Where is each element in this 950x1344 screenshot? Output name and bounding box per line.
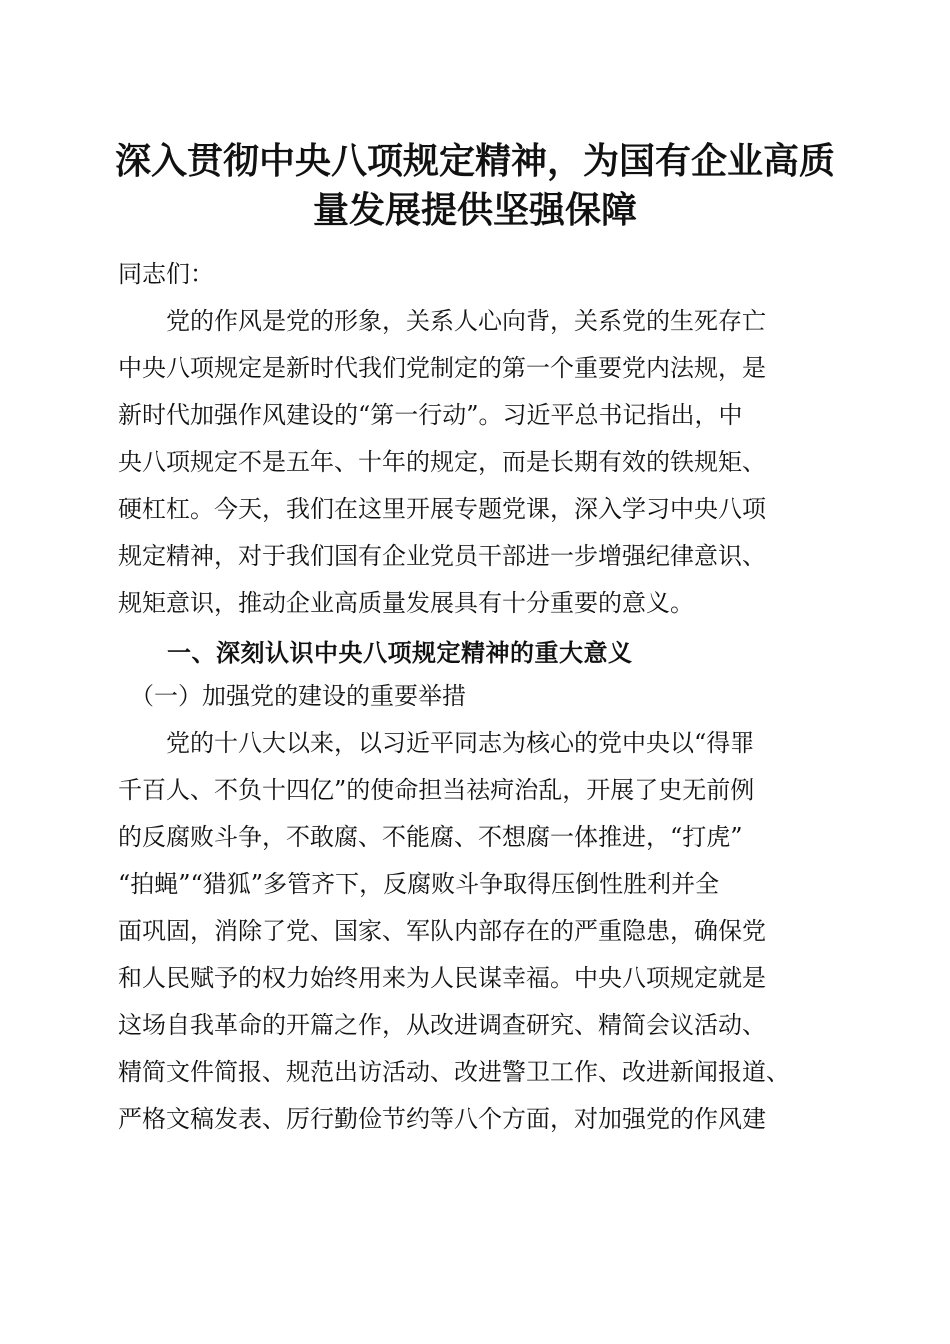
- paragraph-2-line: 的反腐败斗争，不敢腐、不能腐、不想腐一体推进，“打虎”: [118, 823, 743, 851]
- paragraph-1-line: 规定精神，对于我们国有企业党员干部进一步增强纪律意识、: [118, 542, 766, 570]
- paragraph-2-line: 党的十八大以来，以习近平同志为核心的党中央以“得罪: [118, 729, 755, 757]
- greeting: 同志们：: [118, 260, 214, 288]
- paragraph-1-line: 中央八项规定是新时代我们党制定的第一个重要党内法规，是: [118, 354, 766, 382]
- paragraph-2-line: 严格文稿发表、厉行勤俭节约等八个方面，对加强党的作风建: [118, 1105, 766, 1133]
- paragraph-2-line: “拍蝇”“猎狐”多管齐下，反腐败斗争取得压倒性胜利并全: [118, 870, 720, 898]
- paragraph-2-line: 和人民赋予的权力始终用来为人民谋幸福。中央八项规定就是: [118, 964, 766, 992]
- paragraph-1-line: 规矩意识，推动企业高质量发展具有十分重要的意义。: [118, 589, 694, 617]
- paragraph-2-line: 这场自我革命的开篇之作，从改进调查研究、精简会议活动、: [118, 1011, 766, 1039]
- subsection-heading-1: （一）加强党的建设的重要举措: [118, 682, 466, 710]
- paragraph-1-line: 央八项规定不是五年、十年的规定，而是长期有效的铁规矩、: [118, 448, 766, 476]
- paragraph-1-line: 党的作风是党的形象，关系人心向背，关系党的生死存亡: [118, 307, 766, 335]
- document-title-line-1: 深入贯彻中央八项规定精神，为国有企业高质: [114, 140, 835, 182]
- document-title-line-2: 量发展提供坚强保障: [312, 189, 637, 231]
- paragraph-2-line: 面巩固，消除了党、国家、军队内部存在的严重隐患，确保党: [118, 917, 766, 945]
- section-heading-1: 一、深刻认识中央八项规定精神的重大意义: [118, 639, 633, 667]
- paragraph-2-line: 精简文件简报、规范出访活动、改进警卫工作、改进新闻报道、: [118, 1058, 790, 1086]
- paragraph-1-line: 新时代加强作风建设的“第一行动”。习近平总书记指出，中: [118, 401, 743, 429]
- paragraph-2-line: 千百人、不负十四亿”的使命担当祛疴治乱，开展了史无前例: [118, 776, 755, 804]
- paragraph-1-line: 硬杠杠。今天，我们在这里开展专题党课，深入学习中央八项: [118, 495, 766, 523]
